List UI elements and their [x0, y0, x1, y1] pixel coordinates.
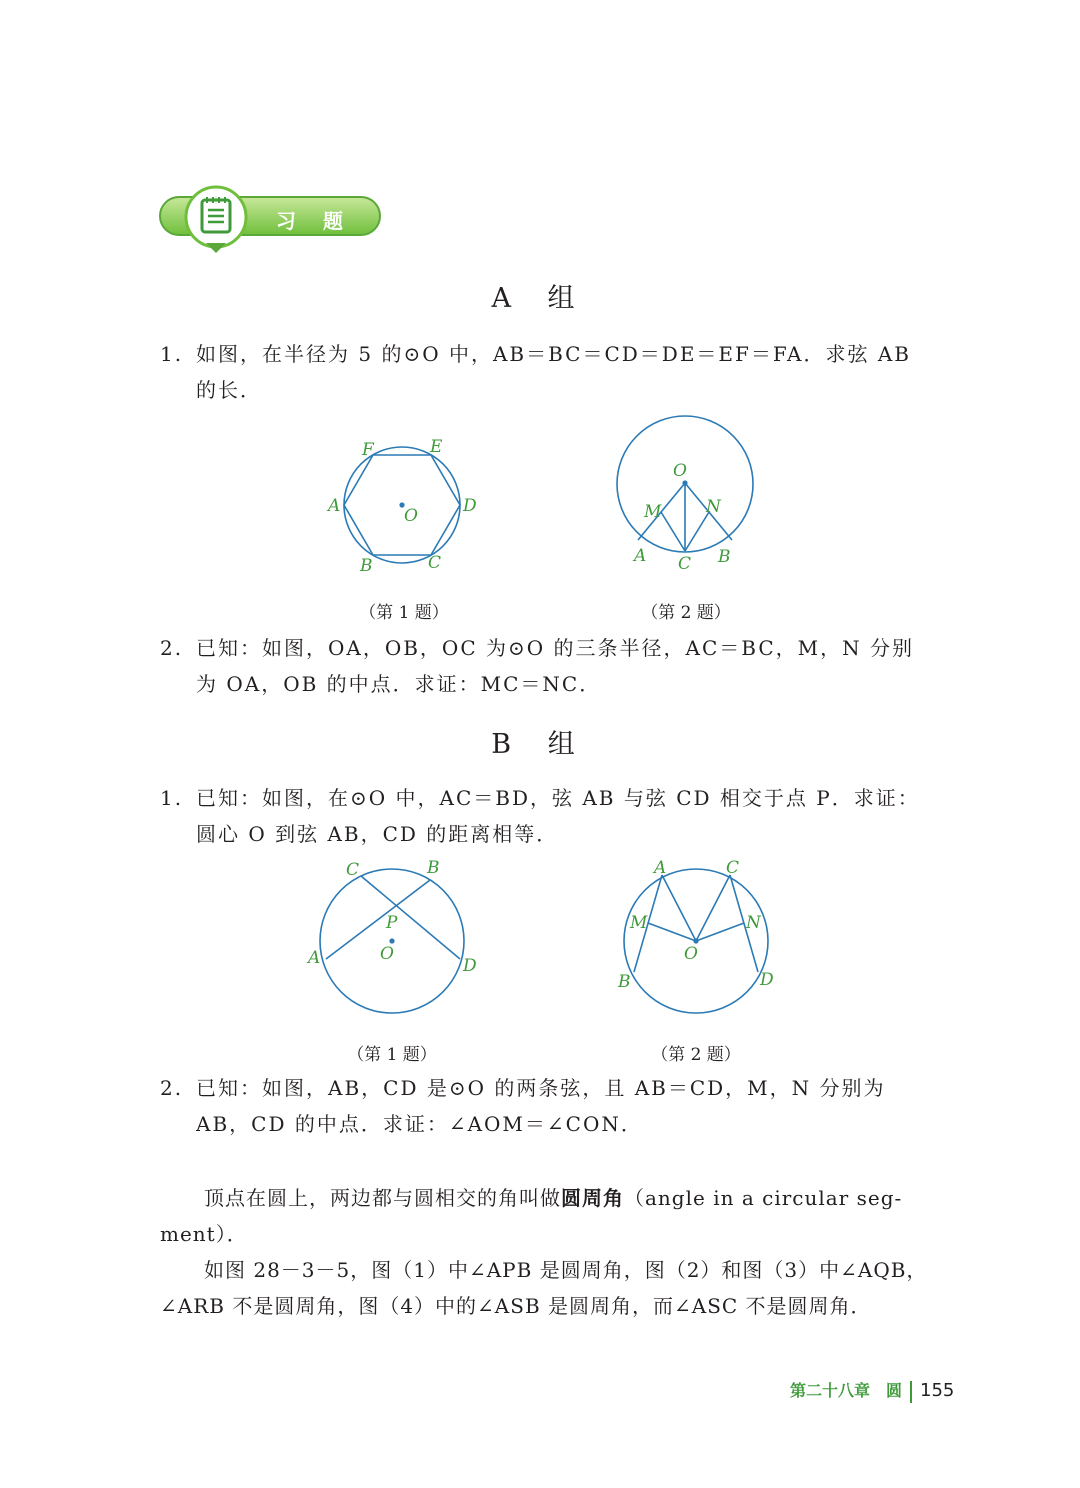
definition-pre: 顶点在圆上，两边都与圆相交的角叫做	[204, 1186, 561, 1210]
label-d: D	[760, 970, 774, 990]
label-o: O	[684, 944, 698, 964]
label-e: E	[430, 437, 443, 457]
question-text-line2: 为 OA，OB 的中点．求证：MC＝NC．	[196, 672, 602, 696]
label-o: O	[673, 461, 687, 481]
label-n: N	[706, 497, 721, 517]
center-point	[682, 480, 687, 485]
center-point	[693, 938, 698, 943]
group-a-question-2	[160, 630, 930, 702]
label-c: C	[346, 860, 360, 880]
definition-line2: ment）．	[160, 1222, 248, 1246]
definition-term: 圆周角	[561, 1186, 624, 1210]
figure-a1-hexagon	[320, 430, 490, 580]
label-o: O	[404, 506, 418, 526]
definition-post: （angle in a circular seg-	[624, 1186, 903, 1210]
group-b-title: B 组	[491, 729, 589, 760]
label-m: M	[644, 502, 662, 522]
footer-divider	[910, 1381, 912, 1403]
question-number: 1.	[160, 342, 184, 366]
label-n: N	[746, 913, 761, 933]
group-b-question-2	[160, 1070, 930, 1142]
figure-b2	[610, 855, 780, 1020]
question-text-line2: 的长．	[196, 378, 262, 402]
label-b: B	[427, 858, 440, 878]
section-label: 习 题	[276, 209, 353, 233]
label-b: B	[618, 972, 631, 992]
notepad-icon	[202, 197, 230, 232]
label-f: F	[362, 440, 374, 460]
figure-a2	[612, 414, 762, 574]
label-p: P	[386, 913, 398, 933]
label-a: A	[654, 858, 667, 878]
chapter-title: 第二十八章 圆	[790, 1381, 903, 1400]
question-text-line1: 已知：如图，OA，OB，OC 为⊙O 的三条半径，AC＝BC，M，N 分别	[196, 636, 914, 660]
figure-a2-caption: （第 2 题）	[641, 603, 731, 623]
page-footer	[790, 1378, 954, 1403]
segment-mc	[661, 512, 685, 551]
exercise-banner	[158, 185, 382, 255]
figure-b1-caption: （第 1 题）	[347, 1045, 437, 1065]
question-number: 2.	[160, 1076, 184, 1100]
label-c: C	[428, 553, 442, 573]
label-b: B	[360, 556, 373, 576]
question-text-line2: 圆心 O 到弦 AB，CD 的距离相等．	[196, 822, 559, 846]
question-number: 1.	[160, 786, 184, 810]
segment-oa	[662, 875, 696, 941]
label-a: A	[634, 546, 647, 566]
center-point	[389, 938, 394, 943]
question-text-line1: 如图，在半径为 5 的⊙O 中，AB＝BC＝CD＝DE＝EF＝FA．求弦 AB	[196, 342, 911, 366]
definition-paragraph	[160, 1180, 930, 1252]
label-a: A	[308, 948, 321, 968]
chord-ab	[326, 880, 430, 959]
page-number: 155	[920, 1380, 955, 1401]
label-d: D	[463, 496, 477, 516]
label-c: C	[726, 858, 740, 878]
segment-nc	[685, 512, 709, 551]
label-d: D	[463, 956, 477, 976]
chord-cd	[361, 876, 460, 959]
question-number: 2.	[160, 636, 184, 660]
figure-a1-caption: （第 1 题）	[359, 603, 449, 623]
segment-oc	[696, 875, 730, 941]
label-m: M	[630, 913, 648, 933]
example-paragraph	[160, 1252, 930, 1324]
label-c: C	[678, 554, 692, 574]
example-line1: 如图 28－3－5，图（1）中∠APB 是圆周角，图（2）和图（3）中∠AQB，	[204, 1258, 928, 1282]
label-b: B	[718, 547, 731, 567]
example-line2: ∠ARB 不是圆周角，图（4）中的∠ASB 是圆周角，而∠ASC 不是圆周角．	[160, 1294, 872, 1318]
figure-b1	[300, 855, 490, 1020]
question-text-line2: AB，CD 的中点．求证：∠AOM＝∠CON．	[196, 1112, 643, 1136]
question-text-line1: 已知：如图，在⊙O 中，AC＝BD，弦 AB 与弦 CD 相交于点 P．求证：	[196, 786, 920, 810]
group-a-question-1	[160, 336, 930, 408]
question-text-line1: 已知：如图，AB，CD 是⊙O 的两条弦，且 AB＝CD，M，N 分别为	[196, 1076, 886, 1100]
group-a-title: A 组	[491, 283, 589, 314]
label-o: O	[380, 944, 394, 964]
figure-b2-caption: （第 2 题）	[651, 1045, 741, 1065]
label-a: A	[328, 496, 341, 516]
group-b-question-1	[160, 780, 930, 852]
